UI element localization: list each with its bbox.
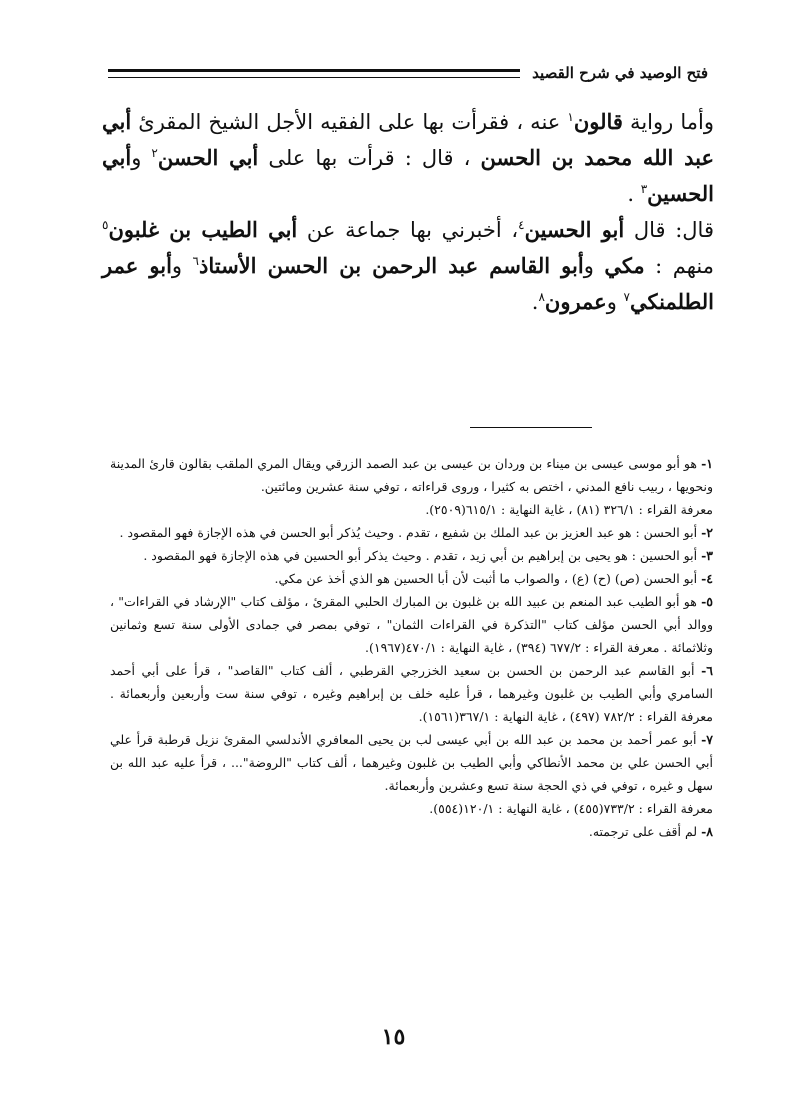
bold-name: عمرون (544, 289, 607, 314)
footnote-text: أبو القاسم عبد الرحمن بن الحسن بن سعيد الخزرجي القرطبي ، ألف كتاب "القاصد" ، قرأ على أبي أحمد السامري وأبي الطيب بن غلبون وغيرهما ، قرأ عليه خلف بن إبراهيم وغيره ، توفي سنة ست وأربعين وأربعمائة . معرفة القراء : ٧٨٢/٢ (٤٩٧) ، غاية النهاية : ٣٦٧/١(١٥٦١). (110, 663, 713, 724)
footnote-item (110, 544, 713, 567)
bold-name: أبو القاسم عبد الرحمن بن الحسن الأستاذ (198, 253, 584, 278)
page-number: ١٥ (381, 1024, 406, 1050)
text-run: . (531, 290, 539, 314)
bold-name: أبي عبد الله محمد بن الحسن (102, 109, 714, 170)
text-run: و (583, 254, 605, 278)
text-run: ، أخبرني بها جماعة عن (297, 218, 519, 242)
footnote-item (110, 452, 713, 521)
footnote-reference: معرفة القراء : ٧٣٣/٢(٤٥٥) ، غاية النهاية : ١٢٠/١(٥٥٤). (429, 801, 713, 816)
footnote-ref[interactable]: ٥ (102, 218, 109, 232)
bold-name: مكي (604, 253, 645, 278)
text-run: وأما رواية (622, 110, 714, 134)
main-paragraph (102, 104, 714, 212)
text-run: و (171, 254, 193, 278)
footnote-reference: معرفة القراء : ٣٢٦/١ (٨١) ، غاية النهاية : ٦١٥/١(٢٥٠٩). (425, 502, 713, 517)
header-title: فتح الوصيد في شرح القصيد (532, 64, 708, 82)
text-run: ، قال : قرأت بها على (258, 146, 481, 170)
footnote-number: ٧- (701, 732, 713, 747)
footnote-item (110, 590, 713, 659)
footnote-text: أبو الحسين : هو يحيى بن إبراهيم بن أبي زيد ، تقدم . وحيث يذكر أبو الحسين في هذه الإجازة فهو المقصود . (143, 548, 698, 563)
footnote-item (110, 567, 713, 590)
text-run: و (606, 290, 624, 314)
footnote-text: هو أبو موسى عيسى بن ميناء بن وردان بن عيسى بن عبد الصمد الزرقي ويقال المري الملقب بقالون قارئ المدينة ونحويها ، ربيب نافع المدني ، اختص به كثيرا ، وروى قراءاته ، توفي سنة عشرين ومائتين. (110, 456, 713, 494)
footnote-number: ٨- (701, 824, 713, 839)
footnote-ref[interactable]: ٣ (640, 182, 648, 196)
footnote-ref[interactable]: ١ (567, 110, 574, 124)
main-paragraph (102, 212, 714, 320)
footnote-number: ٤- (701, 571, 713, 586)
footnote-number: ٦- (701, 663, 713, 678)
footnotes (110, 452, 713, 843)
footnote-item (110, 728, 713, 820)
bold-name: أبي الطيب بن غلبون (108, 217, 298, 242)
footnote-number: ٣- (701, 548, 713, 563)
header-rule (108, 69, 520, 78)
text-run: و (131, 146, 152, 170)
footnote-text: هو أبو الطيب عبد المنعم بن عبيد الله بن غلبون بن المبارك الحلبي المقرئ ، مؤلف كتاب "الإرشاد في القراءات" ، ووالد أبي الحسن مؤلف كتاب "التذكرة في القراءات الثمان" ، توفي بمصر في جمادى الأولى سنة تسع وثمانين وثلاثمائة . معرفة القراء : ٦٧٧/٢ (٣٩٤) ، غاية النهاية : ٤٧٠/١(١٩٦٧). (110, 594, 713, 655)
footnote-text: أبو عمر أحمد بن محمد بن عبد الله بن أبي عيسى لب بن يحيى المعافري الأندلسي المقرئ نزيل قرطبة قرأ علي أبي الحسن علي بن محمد الأنطاكي وأبي الطيب بن غلبون وغيرهما ، ألف كتاب "الروضة"... ، قرأ عليه عبد الله بن سهل و غيره ، توفي في ذي الحجة سنة تسع وعشرين وأربعمائة. (110, 732, 713, 793)
footnote-item (110, 521, 713, 544)
text-run: منهم : (644, 254, 714, 278)
text-run: قال: قال (624, 218, 714, 242)
running-header (108, 60, 708, 86)
footnote-separator (470, 427, 592, 428)
footnote-ref[interactable]: ٨ (538, 290, 545, 304)
bold-name: أبي الحسن (157, 145, 259, 170)
bold-name: قالون (573, 109, 623, 134)
text-run: . (627, 182, 641, 206)
text-run: عنه ، فقرأت بها على الفقيه الأجل الشيخ المقرئ (131, 110, 568, 134)
main-text (102, 104, 714, 320)
footnote-ref[interactable]: ٧ (623, 290, 630, 304)
footnote-number: ١- (701, 456, 713, 471)
footnote-item (110, 820, 713, 843)
bold-name: أبو الحسين (524, 217, 625, 242)
bold-name: أبو عمر الطلمنكي (102, 253, 714, 314)
footnote-text: أبو الحسن : هو عبد العزيز بن عبد الملك بن شفيع ، تقدم . وحيث يُذكر أبو الحسن في هذه الإجازة فهو المقصود . (119, 525, 698, 540)
footnote-text: أبو الحسن (ص) (ح) (ع) ، والصواب ما أثبت لأن أبا الحسين هو الذي أخذ عن مكي. (274, 571, 698, 586)
footnote-item (110, 659, 713, 728)
footnote-number: ٥- (701, 594, 713, 609)
footnote-ref[interactable]: ٦ (192, 254, 199, 268)
bold-name: أبي الحسين (102, 145, 714, 206)
footnote-number: ٢- (701, 525, 713, 540)
footnote-ref[interactable]: ٤ (518, 218, 525, 232)
footnote-ref[interactable]: ٢ (151, 146, 158, 160)
footnote-text: لم أقف على ترجمته. (588, 824, 698, 839)
